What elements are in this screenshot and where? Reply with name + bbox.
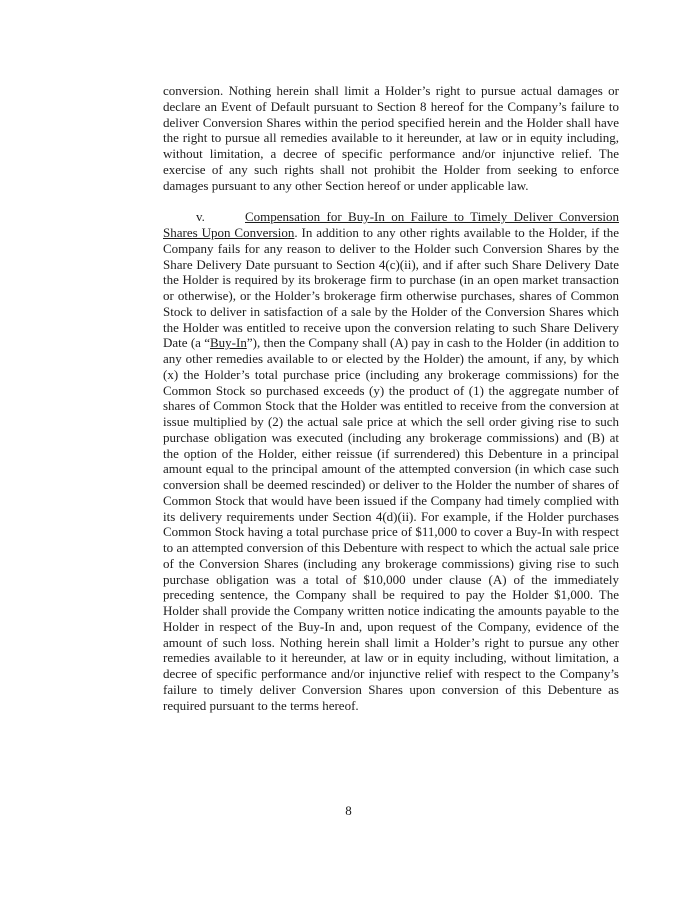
list-item-marker: v. bbox=[196, 209, 205, 225]
underlined-text: Compensation for Buy-In on Failure to Timely Deliver Conversion Shares Upon Conversion bbox=[163, 209, 619, 240]
body-text: conversion. Nothing herein shall limit a Holder’s right to pursue actual damages or declare an Event of Default pursuant to Section 8 hereof for the Company’s failure to deliver Conversion Shares within the period specified herein and the Holder shall have the right to pursue all remedies available to it hereunder, at law or in equity including, without limitation, a decree of specific performance and/or injunctive relief. The exercise of any such rights shall not prohibit the Holder from seeking to enforce damages pursuant to any other Section hereof or under applicable law. bbox=[163, 83, 619, 193]
body-text: . In addition to any other rights available to the Holder, if the Company fails for any reason to deliver to the Holder such Conversion Shares by the Share Delivery Date pursuant to Section 4(c)(ii), and if after such Share Delivery Date the Holder is required by its brokerage firm to purchase (in an open market transaction or otherwise), or the Holder’s brokerage firm otherwise purchases, shares of Common Stock to deliver in satisfaction of a sale by the Holder of the Conversion Shares which the Holder was entitled to receive upon the conversion relating to such Share Delivery Date (a “ bbox=[163, 225, 619, 351]
document-body bbox=[163, 83, 619, 713]
paragraph-v-buy-in-compensation bbox=[163, 209, 619, 713]
paragraph-continuation bbox=[163, 83, 619, 193]
page-number: 8 bbox=[345, 803, 352, 818]
underlined-text: Buy-In bbox=[210, 335, 247, 351]
body-text: ”), then the Company shall (A) pay in cash to the Holder (in addition to any other remedies available to or elected by the Holder) the amount, if any, by which (x) the Holder’s total purchase price (including any brokerage commissions) for the Common Stock so purchased exceeds (y) the product of (1) the aggregate number of shares of Common Stock that the Holder was entitled to receive from the conversion at issue multiplied by (2) the actual sale price at which the sell order giving rise to such purchase obligation was executed (including any brokerage commissions) and (B) at the option of the Holder, either reissue (if surrendered) this Debenture in a principal amount equal to the principal amount of the attempted conversion (in which case such conversion shall be deemed rescinded) or deliver to the Holder the number of shares of Common Stock that would have been issued if the Company had timely complied with its delivery requirements under Section 4(d)(ii). For example, if the Holder purchases Common Stock having a total purchase price of $11,000 to cover a Buy-In with respect to an attempted conversion of this Debenture with respect to which the actual sale price of the Conversion Shares (including any brokerage commissions) giving rise to such purchase obligation was a total of $10,000 under clause (A) of the immediately preceding sentence, the Company shall be required to pay the Holder $1,000. The Holder shall provide the Company written notice indicating the amounts payable to the Holder in respect of the Buy-In and, upon request of the Company, evidence of the amount of such loss. Nothing herein shall limit a Holder’s right to pursue any other remedies available to it hereunder, at law or in equity including, without limitation, a decree of specific performance and/or injunctive relief with respect to the Company’s failure to timely deliver Conversion Shares upon conversion of this Debenture as required pursuant to the terms hereof. bbox=[163, 335, 619, 713]
